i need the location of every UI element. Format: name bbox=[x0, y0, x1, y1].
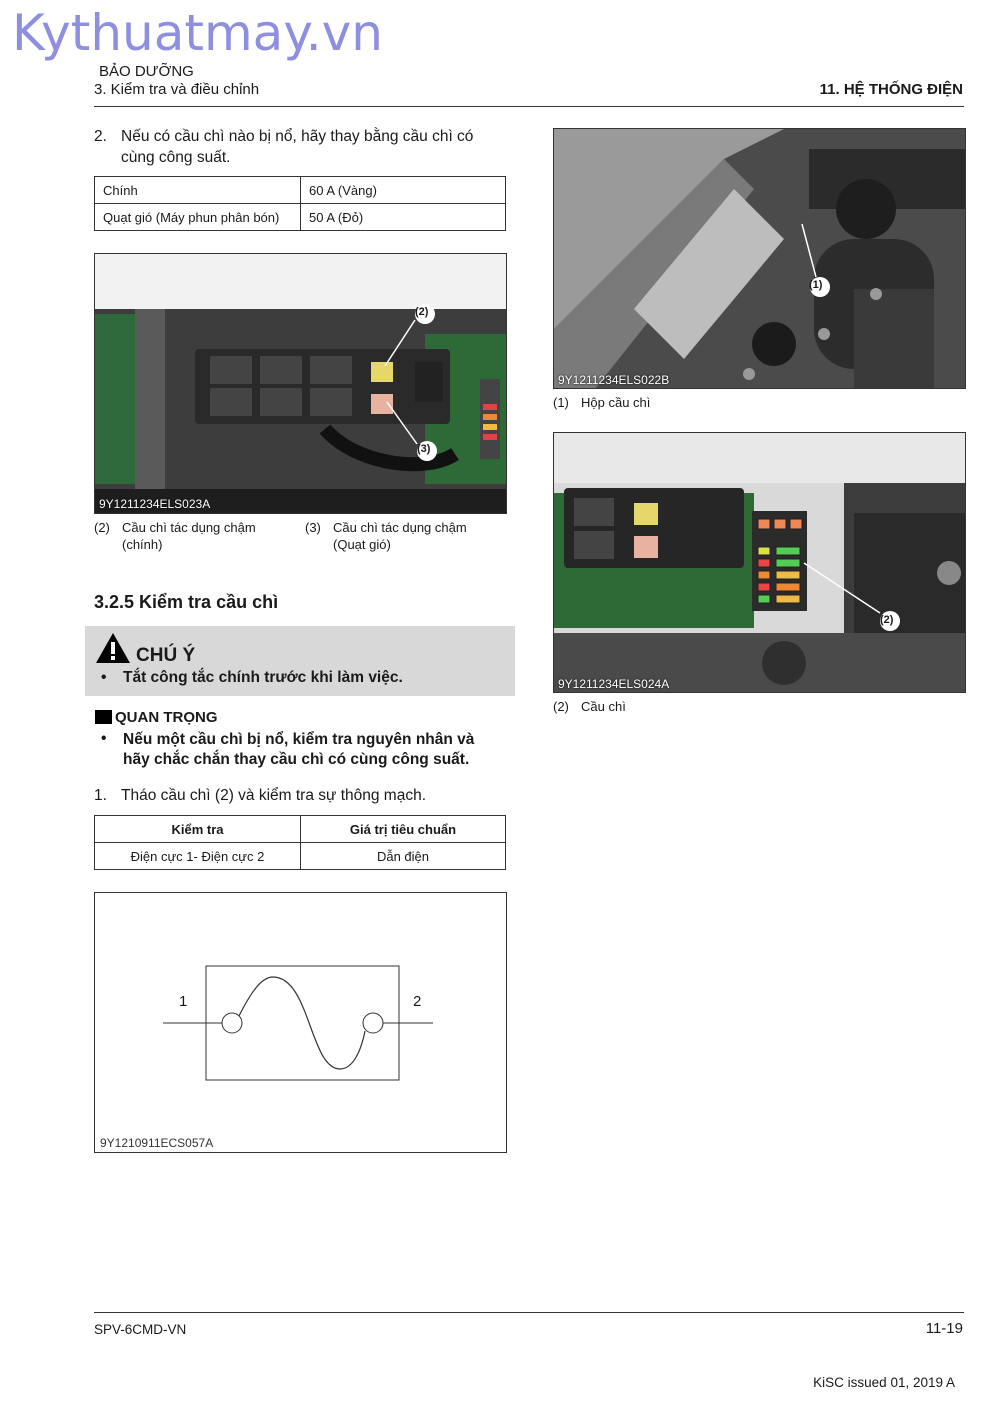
photo1-caption-3 bbox=[333, 519, 467, 553]
photo2-caption: Hộp cầu chì bbox=[581, 395, 651, 410]
footer-divider bbox=[94, 1312, 964, 1313]
photo3-caption-num: (2) bbox=[553, 699, 569, 714]
important-title: QUAN TRỌNG bbox=[115, 709, 218, 726]
caution-title: CHÚ Ý bbox=[136, 645, 196, 666]
fuse-spec-table bbox=[94, 176, 506, 231]
important-bullet-icon: • bbox=[101, 730, 107, 747]
table-row bbox=[95, 204, 506, 231]
fuse-box-location-illustration bbox=[554, 129, 966, 389]
photo1-caption-num-3: (3) bbox=[305, 520, 321, 535]
caution-text: Tắt công tắc chính trước khi làm việc. bbox=[123, 669, 403, 686]
table-header-row bbox=[95, 816, 506, 843]
table-cell: Chính bbox=[95, 177, 301, 204]
table-header: Kiểm tra bbox=[95, 816, 301, 843]
table-cell: 50 A (Đỏ) bbox=[301, 204, 506, 231]
footer-issued: KiSC issued 01, 2019 A bbox=[813, 1375, 955, 1390]
photo3-caption: Cầu chì bbox=[581, 699, 626, 714]
step2-line1: Nếu có cầu chì nào bị nổ, hãy thay bằng cầu chì có bbox=[121, 128, 474, 145]
fuse-box-photo-1 bbox=[94, 253, 507, 514]
diagram-code: 9Y1210911ECS057A bbox=[100, 1136, 214, 1150]
photo1-caption-num-2: (2) bbox=[94, 520, 110, 535]
table-cell: Điện cực 1- Điện cực 2 bbox=[95, 843, 301, 870]
fuse-box-photo-3 bbox=[553, 432, 966, 693]
table-row bbox=[95, 843, 506, 870]
photo1-callout-2: (2) bbox=[415, 306, 429, 318]
table-cell: 60 A (Vàng) bbox=[301, 177, 506, 204]
important-text bbox=[123, 730, 474, 770]
photo3-callout-2: (2) bbox=[880, 614, 894, 626]
fuse-box-illustration bbox=[95, 254, 507, 514]
fuse-box-photo-2 bbox=[553, 128, 966, 389]
footer-page-number: 11-19 bbox=[925, 1320, 963, 1337]
caution-bullet-icon: • bbox=[101, 669, 107, 686]
important-square-icon bbox=[95, 710, 112, 724]
fuse-panel-illustration bbox=[554, 433, 966, 693]
caption-line: (Quạt gió) bbox=[333, 537, 391, 552]
header-subsection: 3. Kiểm tra và điều chỉnh bbox=[94, 81, 260, 98]
caption-line: Cầu chì tác dụng chậm bbox=[333, 520, 467, 535]
caption-line: Cầu chì tác dụng chậm bbox=[122, 520, 256, 535]
table-cell: Dẫn điện bbox=[301, 843, 506, 870]
important-line: Nếu một cầu chì bị nổ, kiểm tra nguyên nhân và bbox=[123, 731, 475, 748]
header-chapter: 11. HỆ THỐNG ĐIỆN bbox=[819, 81, 963, 98]
caution-box bbox=[85, 626, 515, 696]
step2-number: 2. bbox=[94, 128, 107, 145]
photo1-code: 9Y1211234ELS023A bbox=[99, 497, 211, 511]
footer-model: SPV-6CMD-VN bbox=[94, 1322, 187, 1337]
step1-number: 1. bbox=[94, 787, 107, 804]
terminal-1-label: 1 bbox=[179, 993, 188, 1010]
photo2-callout-1: (1) bbox=[809, 279, 823, 291]
header-section: BẢO DƯỠNG bbox=[99, 63, 194, 80]
photo2-code: 9Y1211234ELS022B bbox=[558, 373, 670, 387]
photo1-callout-3: (3) bbox=[417, 443, 431, 455]
terminal-2-label: 2 bbox=[413, 993, 422, 1010]
fuse-symbol-diagram bbox=[95, 893, 506, 1152]
watermark-logo: Kythuatmay.vn bbox=[12, 4, 383, 62]
continuity-check-table bbox=[94, 815, 506, 870]
section-heading: 3.2.5 Kiểm tra cầu chì bbox=[94, 592, 279, 612]
photo3-code: 9Y1211234ELS024A bbox=[558, 677, 670, 691]
step1-text: Tháo cầu chì (2) và kiểm tra sự thông mạch. bbox=[121, 787, 427, 804]
fuse-diagram bbox=[94, 892, 507, 1153]
warning-triangle-icon bbox=[95, 632, 131, 664]
table-header: Giá trị tiêu chuẩn bbox=[301, 816, 506, 843]
step2-text bbox=[121, 126, 521, 168]
important-line: hãy chắc chắn thay cầu chì có cùng công suất. bbox=[123, 751, 470, 768]
header-divider bbox=[94, 106, 964, 107]
photo1-caption-2 bbox=[122, 519, 256, 553]
step2-line2: cùng công suất. bbox=[121, 149, 231, 166]
table-row bbox=[95, 177, 506, 204]
table-cell: Quạt gió (Máy phun phân bón) bbox=[95, 204, 301, 231]
photo2-caption-num: (1) bbox=[553, 395, 569, 410]
caption-line: (chính) bbox=[122, 537, 163, 552]
